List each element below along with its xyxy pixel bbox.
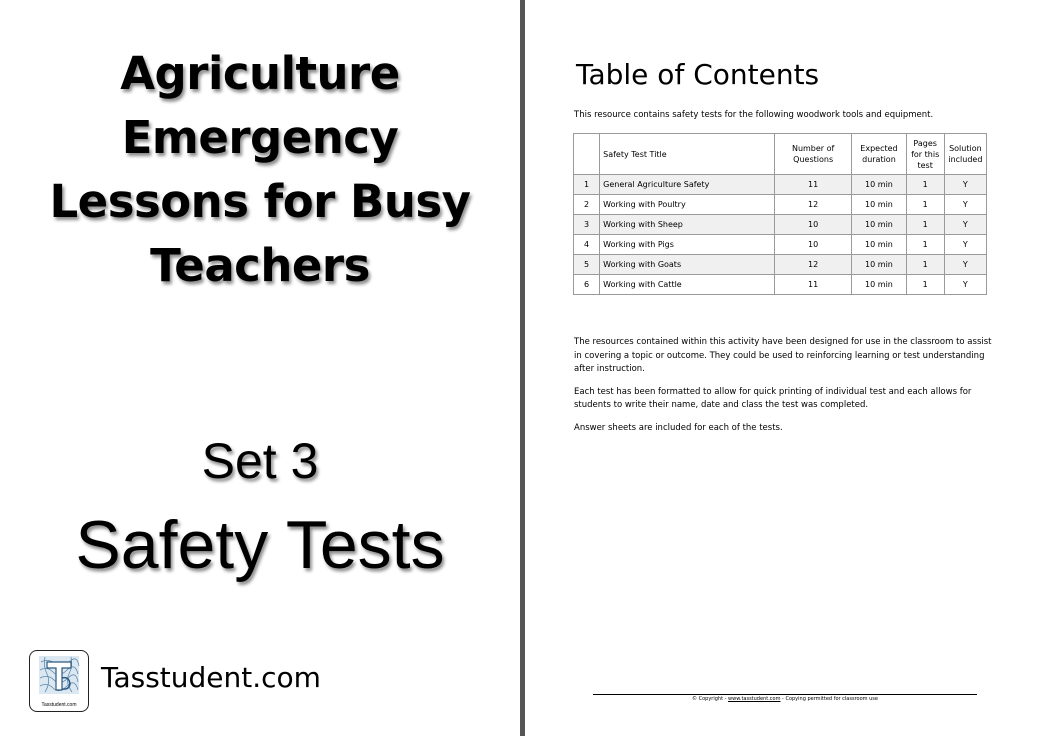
brand-name: Tasstudent.com: [101, 661, 321, 694]
row-title: Working with Goats: [600, 255, 775, 275]
cover-title-line: Emergency: [121, 111, 399, 164]
cover-title: [0, 42, 520, 298]
row-duration: 10 min: [852, 255, 906, 275]
row-questions: 10: [774, 235, 851, 255]
row-number: 2: [574, 195, 600, 215]
cover-title-line: Lessons for Busy: [49, 175, 471, 228]
row-solution: Y: [944, 275, 986, 295]
contents-page: [525, 0, 1040, 736]
footer-copyright: [593, 696, 977, 703]
set-subtitle: Safety Tests: [75, 507, 445, 583]
row-number: 6: [574, 275, 600, 295]
row-title: Working with Sheep: [600, 215, 775, 235]
row-solution: Y: [944, 215, 986, 235]
footer-rule: [593, 694, 977, 695]
table-row: [574, 275, 987, 295]
row-pages: 1: [906, 275, 944, 295]
body-paragraph: The resources contained within this activity have been designed for use in the classroom to assist in covering a topic or outcome. They could be used to reinforcing learning or test understanding after instruction.: [574, 337, 992, 374]
footer-prefix: © Copyright -: [692, 696, 729, 702]
cover-title-line: Teachers: [150, 239, 370, 292]
row-pages: 1: [906, 255, 944, 275]
col-header-solution: Solution included: [944, 134, 986, 175]
row-pages: 1: [906, 175, 944, 195]
table-row: [574, 195, 987, 215]
logo-caption: Tasstudent.com: [41, 702, 77, 708]
cover-title-line: Agriculture: [120, 47, 400, 100]
col-header-number: [574, 134, 600, 175]
row-pages: 1: [906, 235, 944, 255]
toc-table: [573, 133, 987, 295]
col-header-duration: Expected duration: [852, 134, 906, 175]
body-paragraph: Each test has been formatted to allow for quick printing of individual test and each allows for students to write their name, date and class the test was completed.: [574, 386, 972, 410]
table-row: [574, 215, 987, 235]
table-header-row: [574, 134, 987, 175]
row-pages: 1: [906, 215, 944, 235]
row-questions: 12: [774, 195, 851, 215]
row-title: General Agriculture Safety: [600, 175, 775, 195]
footer-suffix: - Copying permitted for classroom use: [780, 696, 878, 702]
col-header-pages: Pages for this test: [906, 134, 944, 175]
row-questions: 11: [774, 275, 851, 295]
row-duration: 10 min: [852, 175, 906, 195]
col-header-questions: Number of Questions: [774, 134, 851, 175]
row-pages: 1: [906, 195, 944, 215]
row-number: 3: [574, 215, 600, 235]
body-text: [574, 336, 994, 444]
row-number: 5: [574, 255, 600, 275]
row-solution: Y: [944, 235, 986, 255]
table-row: [574, 235, 987, 255]
col-header-title: Safety Test Title: [600, 134, 775, 175]
tasstudent-logo: [29, 650, 89, 712]
set-label: Set 3: [201, 433, 319, 489]
footer-link[interactable]: www.tasstudent.com: [728, 696, 781, 702]
logo-mark-icon: [37, 654, 81, 696]
row-duration: 10 min: [852, 215, 906, 235]
row-duration: 10 min: [852, 275, 906, 295]
row-questions: 11: [774, 175, 851, 195]
row-questions: 12: [774, 255, 851, 275]
row-duration: 10 min: [852, 195, 906, 215]
row-title: Working with Pigs: [600, 235, 775, 255]
table-row: [574, 255, 987, 275]
row-number: 4: [574, 235, 600, 255]
table-row: [574, 175, 987, 195]
row-duration: 10 min: [852, 235, 906, 255]
row-title: Working with Cattle: [600, 275, 775, 295]
row-title: Working with Poultry: [600, 195, 775, 215]
row-questions: 10: [774, 215, 851, 235]
row-solution: Y: [944, 255, 986, 275]
toc-intro: This resource contains safety tests for the following woodwork tools and equipment.: [574, 110, 934, 120]
toc-heading: Table of Contents: [576, 58, 820, 91]
body-paragraph: Answer sheets are included for each of the tests.: [574, 422, 783, 433]
row-number: 1: [574, 175, 600, 195]
row-solution: Y: [944, 195, 986, 215]
row-solution: Y: [944, 175, 986, 195]
